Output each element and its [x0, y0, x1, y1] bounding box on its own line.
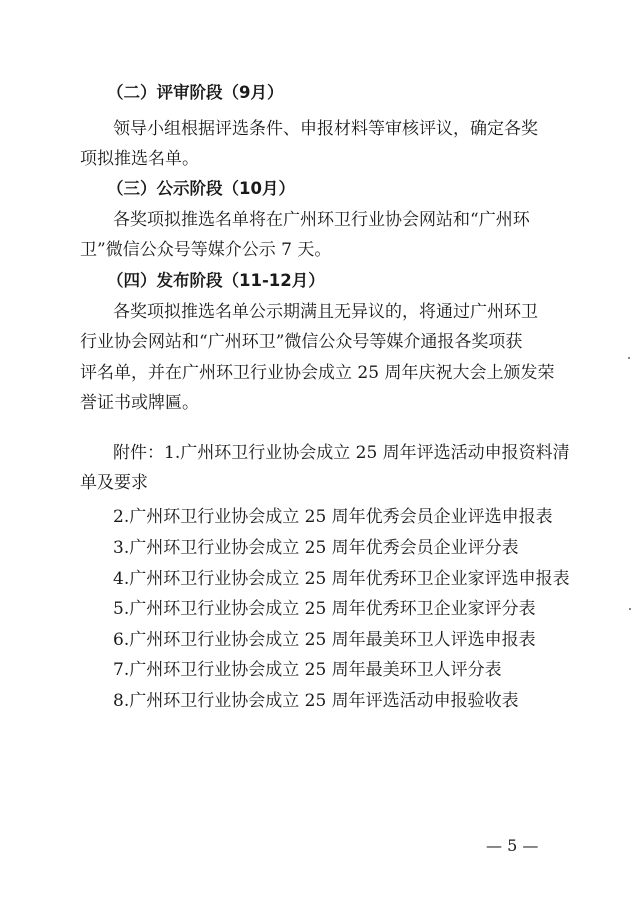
- attachment-item: 8.广州环卫行业协会成立 25 周年评选活动申报验收表: [113, 691, 519, 711]
- attachment-item: 3.广州环卫行业协会成立 25 周年优秀会员企业评分表: [113, 538, 519, 558]
- section-release-heading: （四）发布阶段（11-12月）: [107, 271, 325, 290]
- section-release-text-line-3: 评名单，并在广州环卫行业协会成立 25 周年庆祝大会上颁发荣: [80, 363, 555, 383]
- section-publicity-text-line-2: 卫”微信公众号等媒介公示 7 天。: [80, 240, 332, 260]
- section-release-text-line-1: 各奖项拟推选名单公示期满且无异议的，将通过广州环卫: [113, 302, 538, 322]
- attachment-item: 4.广州环卫行业协会成立 25 周年优秀环卫企业家评选申报表: [113, 569, 570, 589]
- attachments-first-line: 附件：1.广州环卫行业协会成立 25 周年评选活动申报资料清: [113, 443, 570, 463]
- attachment-item: 2.广州环卫行业协会成立 25 周年优秀会员企业评选申报表: [113, 507, 553, 527]
- section-review-text-line-1: 领导小组根据评选条件、申报材料等审核评议，确定各奖: [113, 119, 538, 139]
- section-release-text-line-4: 誉证书或牌匾。: [80, 393, 199, 413]
- attachments-first-line-cont: 单及要求: [80, 473, 148, 493]
- section-publicity-text-line-1: 各奖项拟推选名单将在广州环卫行业协会网站和“广州环: [113, 210, 530, 230]
- section-release-text-line-2: 行业协会网站和“广州环卫”微信公众号等媒介通报各奖项获: [80, 332, 523, 352]
- page-number: — 5 —: [486, 836, 539, 855]
- section-review-text-line-2: 项拟推选名单。: [80, 149, 199, 169]
- scan-speck: [628, 357, 630, 359]
- section-review-heading: （二）评审阶段（9月）: [107, 83, 284, 102]
- attachment-item: 6.广州环卫行业协会成立 25 周年最美环卫人评选申报表: [113, 630, 536, 650]
- attachment-item: 7.广州环卫行业协会成立 25 周年最美环卫人评分表: [113, 660, 502, 680]
- attachment-item: 5.广州环卫行业协会成立 25 周年优秀环卫企业家评分表: [113, 599, 536, 619]
- scan-speck: [629, 608, 631, 610]
- section-publicity-heading: （三）公示阶段（10月）: [107, 179, 295, 198]
